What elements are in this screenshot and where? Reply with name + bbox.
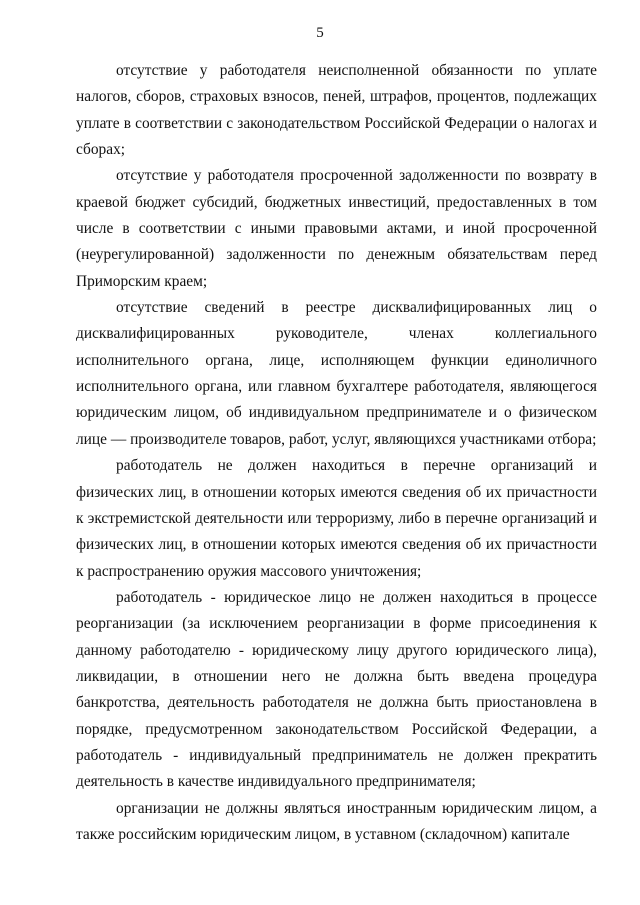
paragraph-tax-obligations: отсутствие у работодателя неисполненной обязанности по уплате налогов, сборов, страховых взносов, пеней, штрафов, процентов, подлежащих уплате в соответствии с законодательством Российской Федерации о налогах и сборах; bbox=[76, 62, 597, 159]
document-body bbox=[76, 58, 597, 848]
paragraph-reorganization: работодатель - юридическое лицо не должен находиться в процессе реорганизации (за исключением реорганизации в форме присоединения к данному работодателю - юридическому лицу другого юридического лица), ликвидации, в отношении него не должна быть введена процедура банкротства, деятельность работодателя не должна быть приостановлена в порядке, предусмотренном законодательством Российской Федерации, а работодатель - индивидуальный предприниматель не должен прекратить деятельность в качестве индивидуального предпринимателя; bbox=[76, 588, 597, 791]
page-number: 5 bbox=[316, 25, 324, 41]
paragraph-disqualified-registry: отсутствие сведений в реестре дисквалифицированных лиц о дисквалифицированных руководителе, членах коллегиального исполнительного органа, лице, исполняющем функции единоличного исполнительного органа, или главном бухгалтере работодателя, являющегося юридическим лицом, об индивидуальном предпринимателе и о физическом лице — производителе товаров, работ, услуг, являющихся участниками отбора; bbox=[76, 299, 597, 448]
paragraph-foreign-entity: организации не должны являться иностранным юридическим лицом, а также российским юридическим лицом, в уставном (складочном) капитале bbox=[76, 799, 597, 843]
paragraph-extremism-list: работодатель не должен находиться в перечне организаций и физических лиц, в отношении которых имеются сведения об их причастности к экстремистской деятельности или терроризму, либо в перечне организаций и физических лиц, в отношении которых имеются сведения об их причастности к распространению оружия массового уничтожения; bbox=[76, 457, 597, 580]
paragraph-budget-debt: отсутствие у работодателя просроченной задолженности по возврату в краевой бюджет субсидий, бюджетных инвестиций, предоставленных в том числе в соответствии с иными правовыми актами, и иной просроченной (неурегулированной) задолженности по денежным обязательствам перед Приморским краем; bbox=[76, 167, 597, 290]
